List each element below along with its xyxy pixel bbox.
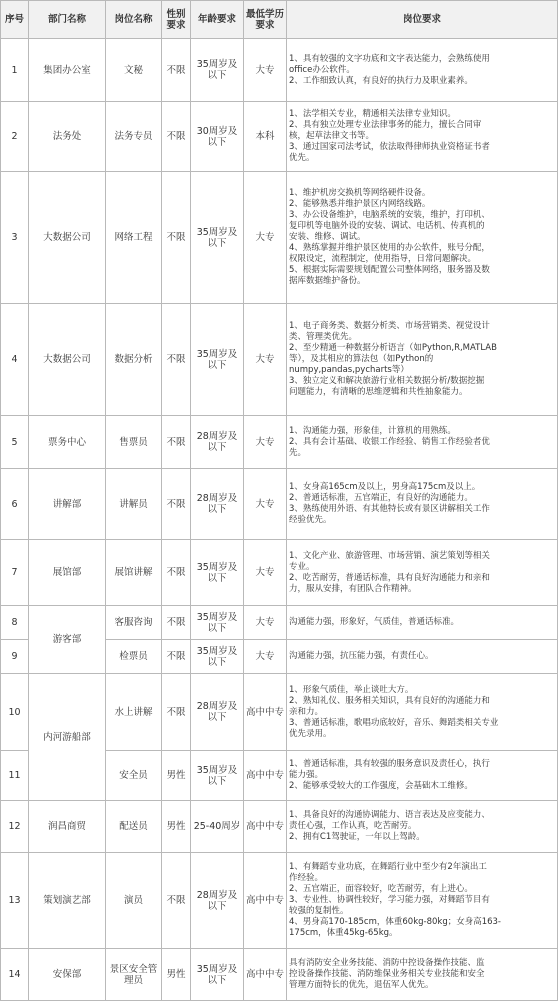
cell-dept: 大数据公司 [29,304,106,416]
cell-age: 35周岁及以下 [191,172,244,304]
cell-gender: 不限 [162,39,191,102]
table-row [1,469,558,540]
req-line: 1、沟通能力强，形象佳，计算机的用熟练。 [289,425,456,436]
cell-age: 28周岁及以下 [191,416,244,469]
req-line: 2、具有会计基础、收银工作经验、销售工作经验者优 [289,436,490,447]
req-line: 1、普通话标准，具有较强的服务意识及责任心，执行 [289,759,490,769]
cell-seq: 12 [1,801,29,853]
cell-req [287,469,558,540]
req-line: 1、法学相关专业，精通相关法律专业知识。 [289,109,456,119]
header-dept: 部门名称 [29,1,106,39]
req-line: 力，服从安排，有团队合作精神。 [289,583,417,594]
req-line: 沟通能力强，形象好，气质佳，普通话标准。 [289,617,460,627]
req-line: 责任心强，工作认真，吃苦耐劳。 [289,821,417,831]
req-line: 能力强。 [289,770,324,780]
req-line: 4、熟练掌握并维护景区使用的办公软件，账号分配， [289,243,490,253]
cell-gender: 不限 [162,853,191,949]
cell-req [287,751,558,801]
cell-edu: 本科 [244,102,287,172]
cell-edu: 高中中专 [244,853,287,949]
req-line: 亲和力。 [289,706,324,717]
req-line: 控设备操作技能、消防维保业务相关专业技能和安全 [289,969,485,979]
req-line: 专业。 [289,561,315,572]
req-line: 2、能够承受较大的工作强度，会基础木工维修。 [289,781,473,791]
cell-seq: 8 [1,606,29,640]
cell-seq: 10 [1,674,29,751]
cell-req [287,416,558,469]
req-line: 经验优先。 [289,515,332,525]
cell-pos: 数据分析 [106,304,162,416]
req-line: 2、拥有C1驾驶证，一年以上驾龄。 [289,832,425,842]
cell-pos: 检票员 [106,640,162,674]
req-line: 2、具有独立处理专业法律事务的能力，擅长合同审 [289,120,482,130]
req-line: 1、具有较强的文字功底和文字表达能力，会熟练使用 [289,53,490,64]
header-row [1,1,558,39]
cell-dept: 展馆部 [29,540,106,606]
cell-age: 35周岁及以下 [191,751,244,801]
req-line: 4、男身高170-185cm，体重60kg-80kg；女身高163- [289,917,502,927]
req-line: 类、管理类优先。 [289,332,358,342]
cell-req [287,949,558,1001]
cell-seq: 6 [1,469,29,540]
cell-gender: 不限 [162,102,191,172]
table-row [1,949,558,1001]
cell-age: 35周岁及以下 [191,540,244,606]
cell-seq: 3 [1,172,29,304]
header-req: 岗位要求 [287,1,558,39]
cell-seq: 5 [1,416,29,469]
table-row [1,172,558,304]
req-line: 3、独立定义和解决旅游行业相关数据分析/数据挖掘 [289,376,485,386]
req-line: 5、根据实际需要规划配置公司整体网络，服务器及数 [289,265,490,275]
cell-gender: 男性 [162,751,191,801]
cell-age: 28周岁及以下 [191,469,244,540]
req-line: 1、维护机房交换机等网络硬件设备。 [289,188,431,198]
cell-pos: 网络工程 [106,172,162,304]
req-line: office办公软件。 [289,64,355,75]
table-row [1,674,558,751]
cell-edu: 大专 [244,606,287,640]
cell-gender: 男性 [162,801,191,853]
cell-edu: 大专 [244,304,287,416]
req-line: 3、办公设备维护，电脑系统的安装，维护，打印机、 [289,210,490,220]
cell-edu: 高中中专 [244,751,287,801]
req-line: 2、能够熟悉并维护景区内网络线路。 [289,199,431,209]
req-line: 权限设定，流程制定，使用指导，日常问题解决。 [289,254,477,264]
req-line: 作经验。 [289,873,324,883]
cell-dept: 策划演艺部 [29,853,106,949]
cell-dept: 集团办公室 [29,39,106,102]
req-line: 3、普通话标准，歌唱功底较好，音乐、舞蹈类相关专业 [289,717,499,728]
req-line: 先。 [289,447,307,458]
cell-gender: 不限 [162,640,191,674]
cell-seq: 2 [1,102,29,172]
cell-seq: 11 [1,751,29,801]
req-line: 2、吃苦耐劳，普通话标准，具有良好沟通能力和亲和 [289,572,490,583]
req-line: 3、熟练使用外语、有其他特长或有景区讲解相关工作 [289,504,490,514]
req-line: 沟通能力强，抗压能力强，有责任心。 [289,651,434,661]
table-row [1,540,558,606]
cell-age: 35周岁及以下 [191,640,244,674]
cell-edu: 高中中专 [244,801,287,853]
req-line: 2、熟知礼仪、服务相关知识，具有良好的沟通能力和 [289,695,490,706]
cell-edu: 大专 [244,39,287,102]
cell-pos: 文秘 [106,39,162,102]
req-line: 安装、维修、调试。 [289,232,366,242]
req-line: 1、电子商务类、数据分析类、市场营销类、视觉设计 [289,321,490,331]
cell-edu: 大专 [244,416,287,469]
cell-req [287,674,558,751]
cell-age: 35周岁及以下 [191,949,244,1001]
cell-edu: 大专 [244,469,287,540]
cell-dept: 法务处 [29,102,106,172]
req-line: 管理方面特长的优先，退伍军人优先。 [289,980,434,990]
req-line: numpy,pandas,pycharts等） [289,365,409,375]
cell-pos: 水上讲解 [106,674,162,751]
cell-seq: 14 [1,949,29,1001]
cell-pos: 客服咨询 [106,606,162,640]
cell-edu: 大专 [244,172,287,304]
req-line: 等），及其相应的算法包（如Python的 [289,354,434,364]
cell-gender: 男性 [162,949,191,1001]
table-row [1,39,558,102]
cell-req [287,39,558,102]
req-line: 具有消防安全业务技能、消防中控设备操作技能、监 [289,958,485,968]
req-line: 核，起草法律文书等。 [289,131,375,141]
cell-req [287,801,558,853]
req-line: 优先。 [289,153,315,163]
cell-pos: 展馆讲解 [106,540,162,606]
cell-pos: 配送员 [106,801,162,853]
cell-dept: 票务中心 [29,416,106,469]
table-row [1,606,558,640]
cell-pos: 讲解员 [106,469,162,540]
cell-pos: 安全员 [106,751,162,801]
req-line: 2、普通话标准，五官端正，有良好的沟通能力。 [289,493,473,503]
cell-edu: 高中中专 [244,674,287,751]
cell-req [287,172,558,304]
cell-age: 30周岁及以下 [191,102,244,172]
cell-age: 25-40周岁 [191,801,244,853]
cell-age: 35周岁及以下 [191,39,244,102]
cell-edu: 大专 [244,540,287,606]
cell-pos: 演员 [106,853,162,949]
cell-gender: 不限 [162,606,191,640]
req-line: 175cm，体重45kg-65kg。 [289,928,398,938]
cell-req [287,606,558,640]
cell-pos: 售票员 [106,416,162,469]
cell-edu: 高中中专 [244,949,287,1001]
table-row [1,102,558,172]
cell-age: 28周岁及以下 [191,674,244,751]
cell-gender: 不限 [162,172,191,304]
cell-pos: 法务专员 [106,102,162,172]
cell-gender: 不限 [162,674,191,751]
cell-dept: 大数据公司 [29,172,106,304]
cell-dept: 内河游船部 [29,674,106,801]
cell-req [287,640,558,674]
req-line: 问题能力，有清晰的思维逻辑和共性抽象能力。 [289,387,468,397]
req-line: 优先录用。 [289,728,332,739]
req-line: 1、文化产业、旅游管理、市场营销、演艺策划等相关 [289,550,490,561]
table-row [1,853,558,949]
cell-edu: 大专 [244,640,287,674]
cell-seq: 9 [1,640,29,674]
cell-age: 35周岁及以下 [191,304,244,416]
cell-req [287,304,558,416]
cell-seq: 13 [1,853,29,949]
cell-gender: 不限 [162,304,191,416]
cell-age: 28周岁及以下 [191,853,244,949]
header-seq: 序号 [1,1,29,39]
req-line: 1、形象气质佳，举止谈吐大方。 [289,684,414,695]
table-row [1,801,558,853]
req-line: 较强的复制性。 [289,906,349,916]
header-pos: 岗位名称 [106,1,162,39]
header-age: 年龄要求 [191,1,244,39]
req-line: 2、五官端正，面容较好，吃苦耐劳，有上进心。 [289,884,473,894]
cell-pos: 景区安全管理员 [106,949,162,1001]
table-row [1,416,558,469]
cell-dept: 安保部 [29,949,106,1001]
cell-seq: 7 [1,540,29,606]
cell-req [287,102,558,172]
cell-gender: 不限 [162,540,191,606]
req-line: 3、通过国家司法考试，依法取得律师执业资格证书者 [289,142,490,152]
cell-dept: 讲解部 [29,469,106,540]
req-line: 1、有舞蹈专业功底，在舞蹈行业中至少有2年演出工 [289,862,487,872]
cell-dept: 游客部 [29,606,106,674]
req-line: 1、具备良好的沟通协调能力、语言表达及应变能力、 [289,810,490,820]
req-line: 据库数据维护备份。 [289,276,366,286]
header-edu: 最低学历要求 [244,1,287,39]
req-line: 2、至少精通一种数据分析语言（如Python,R,MATLAB [289,343,497,353]
req-line: 1、女身高165cm及以上，男身高175cm及以上。 [289,482,481,492]
req-line: 复印机等电脑外设的安装、调试、电话机、传真机的 [289,221,485,231]
cell-req [287,853,558,949]
cell-dept: 润昌商贸 [29,801,106,853]
cell-gender: 不限 [162,469,191,540]
req-line: 3、专业性、协调性较好，学习能力强，对舞蹈节目有 [289,895,490,905]
cell-seq: 4 [1,304,29,416]
header-gender: 性别要求 [162,1,191,39]
cell-seq: 1 [1,39,29,102]
cell-req [287,540,558,606]
req-line: 2、工作细致认真，有良好的执行力及职业素养。 [289,75,473,86]
table-row [1,304,558,416]
cell-age: 35周岁及以下 [191,606,244,640]
cell-gender: 不限 [162,416,191,469]
